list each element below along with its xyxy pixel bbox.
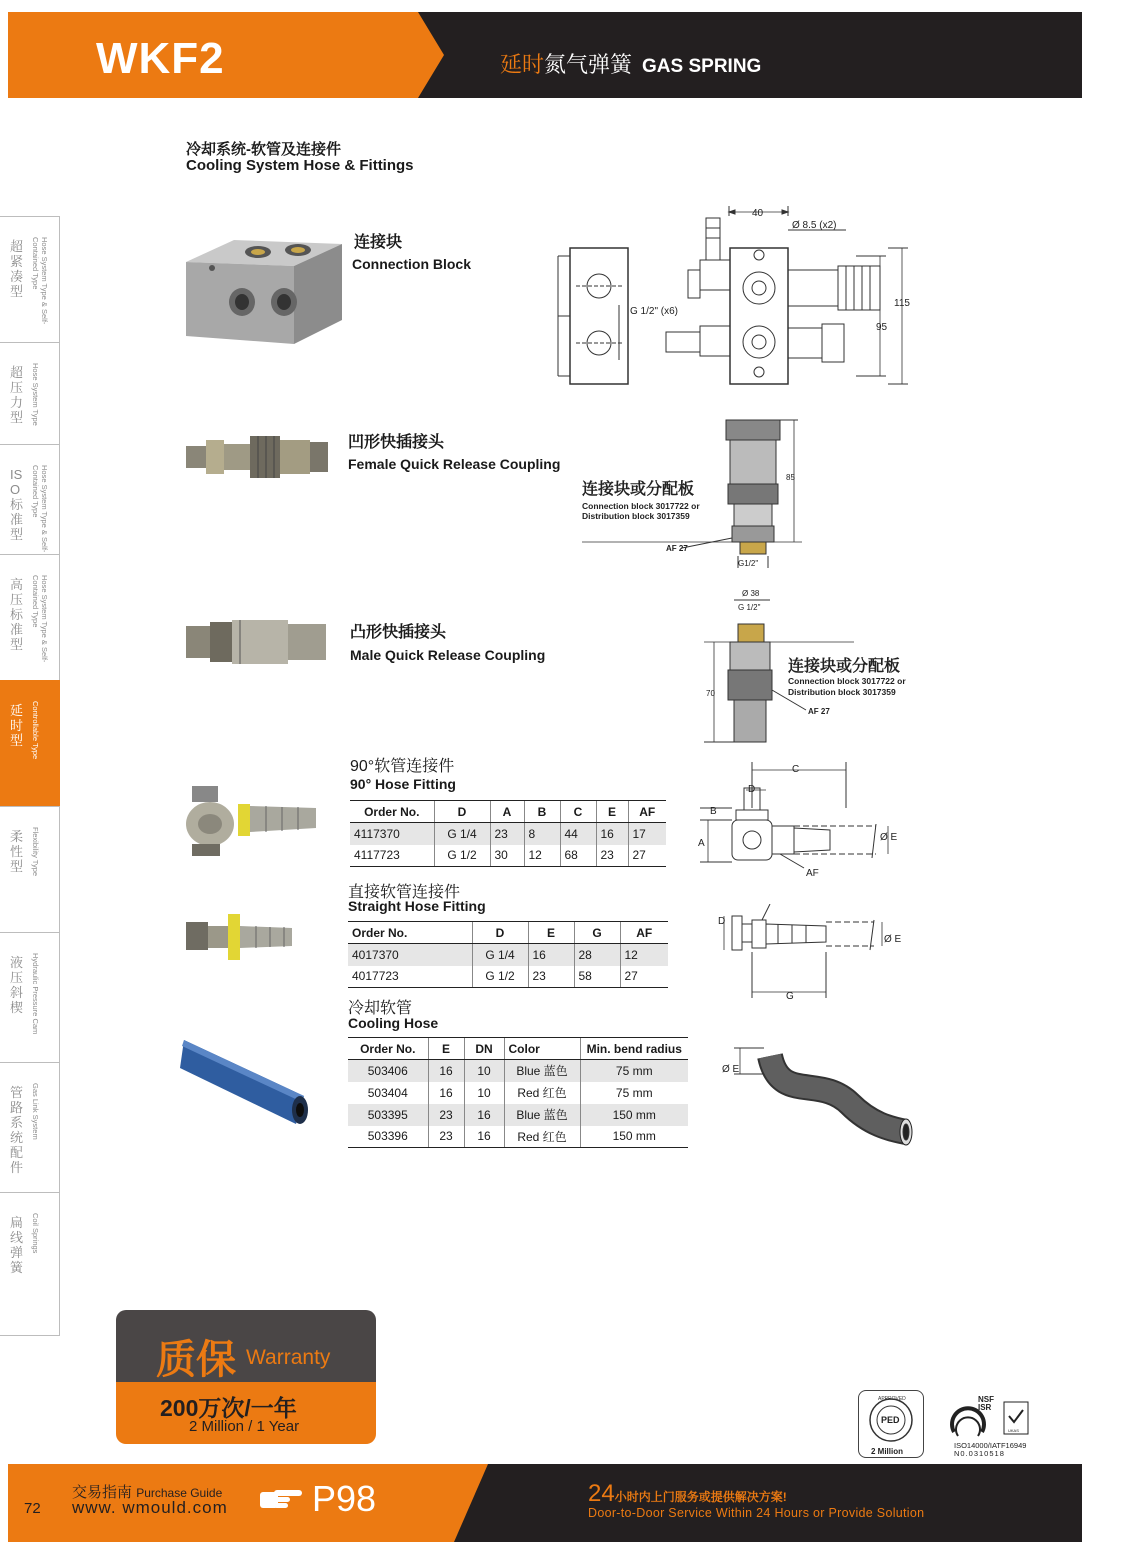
hose90-drawing <box>696 758 906 884</box>
ped-certificate-badge <box>858 1390 924 1458</box>
col-c: C <box>560 801 596 823</box>
dim-b: B <box>710 806 717 817</box>
cell: G 1/4 <box>434 823 490 845</box>
service-promise-cn <box>588 1480 787 1508</box>
cell: 23 <box>596 845 628 867</box>
female-coupling-photo <box>184 432 330 482</box>
col-b: B <box>524 801 560 823</box>
table-row <box>348 1060 688 1082</box>
title-en: GAS SPRING <box>642 56 762 77</box>
table-row <box>348 1082 688 1104</box>
table-header-row <box>348 922 668 944</box>
male-coupling-photo <box>184 616 330 668</box>
straight-fitting-label-en: Straight Hose Fitting <box>348 898 486 914</box>
cell: 27 <box>628 845 666 867</box>
col-af: AF <box>620 922 668 944</box>
cell: 8 <box>524 823 560 845</box>
cell: 10 <box>464 1082 504 1104</box>
straight-fitting-label-cn: 直接软管连接件 <box>348 884 461 901</box>
dim-af27: AF 27 <box>666 544 688 553</box>
female-coupling-label-en: Female Quick Release Coupling <box>348 456 561 472</box>
cell: 16 <box>428 1082 464 1104</box>
col-e: E <box>528 922 574 944</box>
cell: 28 <box>574 944 620 966</box>
dim-af-90: AF <box>806 868 819 879</box>
iso-number-text: N0.0310518 <box>954 1449 1005 1458</box>
male-coupling-label-cn: 凸形快插接头 <box>350 624 447 641</box>
nsf-iso-certificate <box>946 1392 1038 1462</box>
cell: 503396 <box>348 1126 428 1148</box>
dim-g-straight: G <box>786 991 794 1000</box>
sidebar-item-iso[interactable] <box>0 444 60 554</box>
female-note-line2: Distribution block 3017359 <box>582 511 690 521</box>
sidebar-item-sublabel: Coil Springs <box>31 1213 40 1254</box>
hose90-photo <box>184 780 320 860</box>
col-d: D <box>434 801 490 823</box>
sidebar-item-sublabel: Gas Link System <box>31 1083 40 1140</box>
title-cn-highlight: 延时 <box>500 52 545 77</box>
cell: 16 <box>464 1126 504 1148</box>
cooling-hose-label-en: Cooling Hose <box>348 1015 439 1031</box>
hose90-table <box>350 800 666 867</box>
female-note-cn: 连接块或分配板 <box>582 481 695 498</box>
cell: 16 <box>464 1104 504 1126</box>
cell: 58 <box>574 966 620 988</box>
table-row <box>350 845 666 867</box>
cell: 503406 <box>348 1060 428 1082</box>
col-e: E <box>596 801 628 823</box>
dim-thread: G 1/2" (x6) <box>630 306 679 317</box>
female-coupling-label-cn: 凹形快插接头 <box>348 434 445 451</box>
iso-text: ISO14000/IATF16949 <box>954 1441 1027 1450</box>
dim-e-hose: Ø E <box>722 1064 740 1075</box>
ped-seal-icon <box>859 1391 923 1457</box>
sidebar-item-sublabel: Flexibility Type <box>31 827 40 877</box>
male-coupling-label-en: Male Quick Release Coupling <box>350 647 546 663</box>
website-link[interactable]: www. wmould.com <box>72 1498 228 1517</box>
warranty-title-en: Warranty <box>246 1346 331 1369</box>
page-title <box>500 48 761 79</box>
connection-block-label-cn: 连接块 <box>354 234 403 251</box>
table-row <box>348 944 668 966</box>
straight-fitting-drawing <box>710 904 910 1000</box>
male-note-line1: Connection block 3017722 or <box>788 676 906 686</box>
sidebar-item-controllable[interactable] <box>0 680 60 806</box>
cell: Blue 蓝色 <box>504 1104 580 1126</box>
cell: 23 <box>490 823 524 845</box>
page-number: 72 <box>24 1500 41 1517</box>
cell: 503395 <box>348 1104 428 1126</box>
cell: Red 红色 <box>504 1082 580 1104</box>
male-note-cn: 连接块或分配板 <box>788 658 901 675</box>
dim-a: A <box>698 838 705 849</box>
cell: 12 <box>524 845 560 867</box>
male-note-line2: Distribution block 3017359 <box>788 687 896 697</box>
cell: 75 mm <box>580 1060 688 1082</box>
cell: 44 <box>560 823 596 845</box>
col-e: E <box>428 1038 464 1060</box>
dim-e-90: Ø E <box>880 832 898 843</box>
dim-af27-male: AF 27 <box>808 707 830 716</box>
title-cn: 氮气弹簧 <box>544 52 633 77</box>
dim-c: C <box>792 764 800 775</box>
sidebar-item-sublabel: Hose System Type & Self-Contained Type <box>31 465 49 553</box>
col-order-no: Order No. <box>348 1038 428 1060</box>
ukas-text: UKAS <box>1008 1428 1019 1433</box>
cell: 4017723 <box>348 966 472 988</box>
purchase-guide-en: Purchase Guide <box>136 1486 223 1500</box>
cell: 503404 <box>367 1085 408 1100</box>
dim-40: 40 <box>752 208 764 219</box>
col-order-no: Order No. <box>350 801 434 823</box>
sidebar-item-label: ISO标准型 <box>10 467 24 542</box>
dim-d38: Ø 38 <box>742 589 760 598</box>
connection-block-drawing <box>556 200 916 400</box>
cooling-hose-drawing <box>720 1034 920 1156</box>
sidebar-item-label: 扁线弹簧 <box>10 1215 24 1275</box>
sidebar-item-hydraulic-cam[interactable] <box>0 932 60 1062</box>
sidebar-item-sublabel: Hose System Type <box>31 363 40 426</box>
sidebar-item-label: 液压斜楔 <box>10 955 24 1015</box>
warranty-period-en: 2 Million / 1 Year <box>189 1418 300 1435</box>
cell: 10 <box>464 1060 504 1082</box>
nsf-text: NSF <box>978 1395 994 1404</box>
page-reference-link[interactable]: P98 <box>312 1478 377 1519</box>
table-header-row <box>348 1038 688 1060</box>
straight-fitting-table <box>348 921 668 988</box>
cell: 75 mm <box>580 1082 688 1104</box>
sidebar-item-flexibility[interactable] <box>0 806 60 932</box>
cell: 16 <box>528 944 574 966</box>
ped-text: PED <box>881 1415 900 1425</box>
sidebar-item-label: 管路系统配件 <box>10 1085 24 1175</box>
sidebar-item-label: 柔性型 <box>10 829 24 874</box>
cell: 23 <box>428 1104 464 1126</box>
table-row <box>348 1104 688 1126</box>
warranty-period-cn: 200万次/一年 <box>160 1395 297 1421</box>
col-color: Color <box>504 1038 580 1060</box>
warranty-title-cn: 质保 <box>156 1338 236 1382</box>
sidebar-item-coil-springs[interactable] <box>0 1192 60 1336</box>
connection-block-label-en: Connection Block <box>352 256 472 272</box>
section-title-en: Cooling System Hose & Fittings <box>186 157 414 174</box>
model-title: WKF2 <box>96 34 225 83</box>
table-header-row <box>350 801 666 823</box>
cell: 150 mm <box>580 1104 688 1126</box>
cell: 23 <box>528 966 574 988</box>
dim-hole: Ø 8.5 (x2) <box>792 220 837 231</box>
sidebar-item-sublabel: Controllable Type <box>31 701 40 760</box>
cell: 30 <box>490 845 524 867</box>
cell: 23 <box>428 1126 464 1148</box>
cooling-hose-table <box>348 1037 688 1148</box>
sidebar-item-gas-link[interactable] <box>0 1062 60 1192</box>
dim-d-straight: D <box>718 916 726 927</box>
ped-2million-text: 2 Million <box>871 1447 903 1456</box>
cell: 16 <box>596 823 628 845</box>
cell: 4017370 <box>348 944 472 966</box>
dim-70: 70 <box>706 689 715 698</box>
cell: 4117370 <box>350 823 434 845</box>
table-row <box>350 823 666 845</box>
table-row <box>348 1126 688 1148</box>
cell: G 1/2 <box>472 966 528 988</box>
col-g: G <box>574 922 620 944</box>
sidebar-item-label: 延时型 <box>10 703 24 748</box>
pointing-hand-icon <box>258 1484 304 1512</box>
connection-block-photo <box>184 232 344 352</box>
col-af: AF <box>628 801 666 823</box>
col-a: A <box>490 801 524 823</box>
straight-fitting-photo <box>184 910 296 964</box>
table-row <box>348 966 668 988</box>
col-d: D <box>472 922 528 944</box>
sidebar-item-overpressure[interactable] <box>0 342 60 444</box>
hose90-label-en: 90° Hose Fitting <box>350 776 456 792</box>
header-model-tab <box>8 12 444 98</box>
col-order-no: Order No. <box>348 922 472 944</box>
cell: G 1/2 <box>434 845 490 867</box>
female-coupling-drawing <box>582 414 812 572</box>
cooling-hose-photo <box>180 1040 310 1126</box>
sidebar-item-sublabel: Hose System Type & Self-Contained Type <box>31 237 49 325</box>
dim-g12-male: G 1/2" <box>738 603 761 612</box>
dim-115: 115 <box>894 298 910 309</box>
cell: 27 <box>620 966 668 988</box>
cell: 150 mm <box>580 1126 688 1148</box>
service-hours: 24 <box>588 1480 615 1507</box>
sidebar-item-label: 超紧凑型 <box>10 239 24 299</box>
cell: Blue 蓝色 <box>504 1060 580 1082</box>
cell: 17 <box>628 823 666 845</box>
cell: Red 红色 <box>504 1126 580 1148</box>
cooling-hose-label-cn: 冷却软管 <box>348 1000 413 1017</box>
dim-e-straight: Ø E <box>884 934 902 945</box>
sidebar-item-sublabel: Hydraulic Pressure Cam <box>31 953 40 1035</box>
male-coupling-drawing <box>704 586 934 746</box>
dim-g12: G1/2" <box>738 559 759 568</box>
dim-85: 85 <box>786 473 795 482</box>
cell: 4117723 <box>350 845 434 867</box>
sidebar-item-high-pressure[interactable] <box>0 554 60 680</box>
sidebar-item-compact[interactable] <box>0 216 60 342</box>
isr-text: ISR <box>978 1403 992 1412</box>
female-note-line1: Connection block 3017722 or <box>582 501 700 511</box>
ped-approved-text: APPROVED <box>878 1396 906 1402</box>
sidebar-item-sublabel: Hose System Type & Self-Contained Type <box>31 575 49 663</box>
dim-d-90: D <box>748 784 756 795</box>
section-title-cn: 冷却系统-软管及连接件 <box>186 141 341 158</box>
cell: 16 <box>428 1060 464 1082</box>
col-dn: DN <box>464 1038 504 1060</box>
service-promise-en: Door-to-Door Service Within 24 Hours or Provide Solution <box>588 1506 925 1520</box>
dim-95: 95 <box>876 322 888 333</box>
col-min-bend-radius: Min. bend radius <box>580 1038 688 1060</box>
cell: 12 <box>620 944 668 966</box>
service-text-cn: 小时内上门服务或提供解决方案! <box>614 1490 787 1504</box>
sidebar-item-label: 超压力型 <box>10 365 24 425</box>
sidebar-item-label: 高压标准型 <box>10 577 24 652</box>
hose90-label-cn: 90°软管连接件 <box>350 758 455 775</box>
cell: G 1/4 <box>472 944 528 966</box>
cell: 68 <box>560 845 596 867</box>
purchase-guide-cn: 交易指南 <box>72 1484 133 1501</box>
